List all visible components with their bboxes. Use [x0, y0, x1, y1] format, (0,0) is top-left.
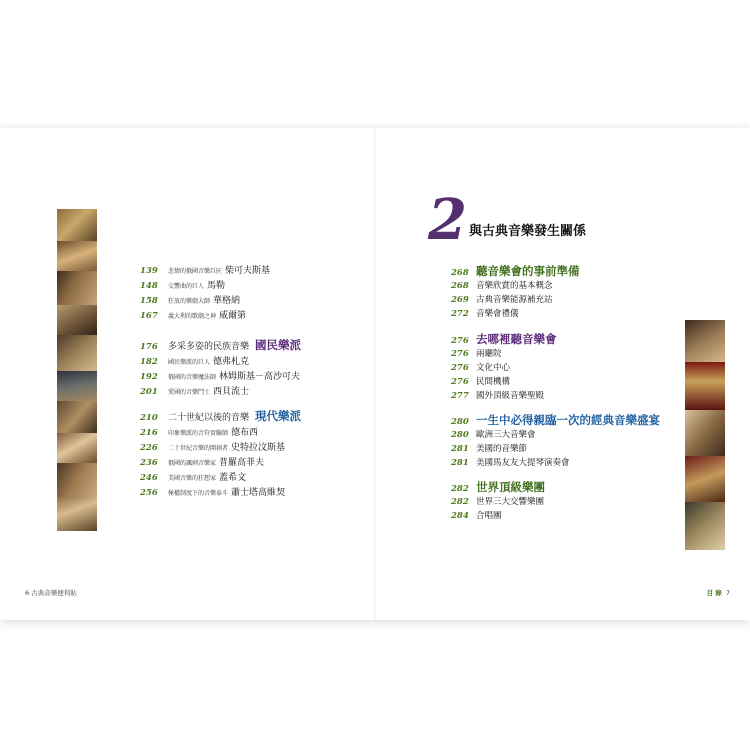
entry-name: 國外頂級音樂聖殿: [476, 391, 545, 401]
entry-name: 美國的音樂節: [476, 444, 528, 454]
entry-name: 文化中心: [476, 363, 511, 373]
chapter-heading: [428, 187, 586, 253]
entry-name: 德布西: [231, 428, 259, 438]
toc-entry[interactable]: [451, 361, 557, 375]
entry-name: 史特拉汶斯基: [231, 443, 286, 453]
toc-entry[interactable]: [451, 375, 557, 389]
left-image-strip: [57, 209, 97, 531]
section-lead: 多采多姿的民族音樂: [168, 342, 250, 352]
concert-hall-tile: [685, 456, 725, 502]
page-number: 277: [451, 391, 469, 401]
entry-subtitle: 交響曲的巨人: [168, 283, 205, 290]
entry-name: 林姆斯基－高沙可夫: [219, 372, 301, 382]
chapter-title: 與古典音樂發生關係: [468, 224, 586, 239]
page-number: 284: [451, 511, 469, 521]
painting-tile: [57, 209, 97, 241]
entry-name: 古典音樂能源補充站: [476, 295, 553, 305]
toc-entry[interactable]: [140, 278, 270, 293]
toc-entry[interactable]: [451, 442, 660, 456]
toc-group-nationalist: [140, 337, 301, 399]
painting-tile: [57, 497, 97, 531]
entry-name: 普羅高菲夫: [219, 458, 265, 468]
page-number: 281: [451, 444, 469, 454]
page-number: 268: [451, 268, 469, 278]
toc-entry[interactable]: [451, 347, 557, 361]
page-number: 276: [451, 349, 469, 359]
entry-name: 音樂會禮儀: [476, 309, 519, 319]
toc-entry[interactable]: [451, 428, 660, 442]
toc-entry[interactable]: [451, 389, 557, 403]
footer-section-tag: 目 錄: [706, 589, 722, 597]
painting-tile: [57, 335, 97, 371]
page-number: 158: [140, 296, 158, 306]
toc-entry[interactable]: [451, 456, 660, 470]
page-number: 281: [451, 458, 469, 468]
page-number: 192: [140, 372, 158, 382]
page-number: 226: [140, 443, 158, 453]
toc-entry[interactable]: [140, 455, 301, 470]
painting-tile: [57, 305, 97, 335]
page-number: 282: [451, 497, 469, 507]
entry-name: 蕭士塔高維契: [231, 488, 286, 498]
concert-hall-tile: [685, 362, 725, 410]
toc-section-heading[interactable]: [140, 408, 301, 425]
entry-name: 歐洲三大音樂會: [476, 430, 536, 440]
page-number: 280: [451, 430, 469, 440]
painting-tile: [57, 433, 97, 463]
page-number: 282: [451, 484, 469, 494]
page-number: 276: [451, 336, 469, 346]
toc-entry[interactable]: [451, 495, 545, 509]
footer-left: 6 古典音樂便利貼: [25, 589, 77, 597]
page-number: 176: [140, 342, 158, 352]
toc-entry[interactable]: [451, 293, 580, 307]
toc-entry[interactable]: [451, 307, 580, 321]
entry-name: 馬勒: [207, 281, 226, 291]
entry-name: 威爾第: [219, 311, 247, 321]
page-number: 269: [451, 295, 469, 305]
section-lead: 二十世紀以後的音樂: [168, 413, 250, 423]
entry-subtitle: 二十世紀音樂的開創者: [168, 445, 229, 452]
painting-tile: [57, 271, 97, 305]
section-title: 一生中必得親臨一次的經典音樂盛宴: [476, 413, 660, 427]
toc-section-heading[interactable]: [451, 263, 580, 279]
toc-section-heading[interactable]: [140, 337, 301, 354]
page-number: 276: [451, 363, 469, 373]
page-number: 246: [140, 473, 158, 483]
toc-section-heading[interactable]: [451, 479, 545, 495]
section-title: 聽音樂會的事前準備: [476, 264, 580, 278]
page-number: 236: [140, 458, 158, 468]
toc-entry[interactable]: [140, 263, 270, 278]
page-gutter: [374, 128, 377, 620]
entry-name: 音樂欣賞的基本概念: [476, 281, 553, 291]
toc-section-venues: [451, 331, 557, 403]
page-number: 276: [451, 377, 469, 387]
entry-subtitle: 悲情的俄國音樂巨匠: [168, 268, 223, 275]
entry-subtitle: 俄國的音樂魔法師: [168, 374, 217, 381]
entry-name: 美國馬友友大提琴演奏會: [476, 458, 570, 468]
entry-name: 德弗札克: [213, 357, 250, 367]
toc-group-modern: [140, 408, 301, 500]
page-number: 148: [140, 281, 158, 291]
toc-entry[interactable]: [451, 509, 545, 523]
entry-subtitle: 俄國的諷刺音樂家: [168, 460, 217, 467]
entry-subtitle: 狂放的樂劇大師: [168, 298, 211, 305]
toc-entry[interactable]: [140, 384, 301, 399]
entry-name: 蓋希文: [219, 473, 247, 483]
right-image-strip: [685, 320, 725, 550]
toc-entry[interactable]: [140, 293, 270, 308]
entry-name: 柴可夫斯基: [225, 266, 271, 276]
toc-entry[interactable]: [140, 470, 301, 485]
footer-page-number: 7: [725, 589, 730, 597]
entry-subtitle: 國民樂派的巨人: [168, 359, 211, 366]
page-number: 210: [140, 413, 158, 423]
page-number: 268: [451, 281, 469, 291]
toc-entry[interactable]: [140, 425, 301, 440]
toc-group-romantic: [140, 263, 270, 323]
page-number: 272: [451, 309, 469, 319]
section-title: 去哪裡聽音樂會: [476, 332, 557, 346]
entry-name: 民間機構: [476, 377, 511, 387]
entry-name: 華格納: [213, 296, 241, 306]
entry-name: 合唱團: [476, 511, 502, 521]
toc-entry[interactable]: [140, 308, 270, 323]
toc-entry[interactable]: [140, 354, 301, 369]
entry-subtitle: 極權制度下的音樂泰斗: [168, 490, 229, 497]
toc-entry[interactable]: [140, 440, 301, 455]
painting-tile: [685, 410, 725, 456]
page-number: 167: [140, 311, 158, 321]
entry-subtitle: 愛國的音樂鬥士: [168, 389, 211, 396]
section-title: 國民樂派: [255, 338, 302, 352]
painting-tile: [57, 401, 97, 433]
entry-name: 兩廳院: [476, 349, 502, 359]
entry-name: 世界三大交響樂團: [476, 497, 545, 507]
toc-entry[interactable]: [451, 279, 580, 293]
painting-tile: [685, 320, 725, 362]
page-number: 182: [140, 357, 158, 367]
page-number: 256: [140, 488, 158, 498]
painting-tile: [685, 502, 725, 550]
toc-entry[interactable]: [140, 369, 301, 384]
entry-subtitle: 義大利的歌劇之神: [168, 313, 217, 320]
toc-section-heading[interactable]: [451, 331, 557, 347]
painting-tile: [57, 463, 97, 497]
painting-tile: [57, 371, 97, 401]
page-number: 201: [140, 387, 158, 397]
painting-tile: [57, 241, 97, 271]
chapter-number: 2: [428, 187, 467, 253]
page-number: 216: [140, 428, 158, 438]
toc-entry[interactable]: [140, 485, 301, 500]
entry-name: 西貝流士: [213, 387, 250, 397]
section-title: 現代樂派: [255, 409, 302, 423]
toc-section-orchestras: [451, 479, 545, 523]
page-number: 280: [451, 417, 469, 427]
toc-section-prep: [451, 263, 580, 321]
page-number: 139: [140, 266, 158, 276]
section-title: 世界頂級樂團: [476, 480, 545, 494]
entry-subtitle: 印象樂派的音符實驗師: [168, 430, 229, 437]
entry-subtitle: 美國音樂的狂想家: [168, 475, 217, 482]
footer-right: [707, 588, 730, 597]
toc-section-heading[interactable]: [451, 412, 660, 428]
toc-section-festivals: [451, 412, 660, 470]
